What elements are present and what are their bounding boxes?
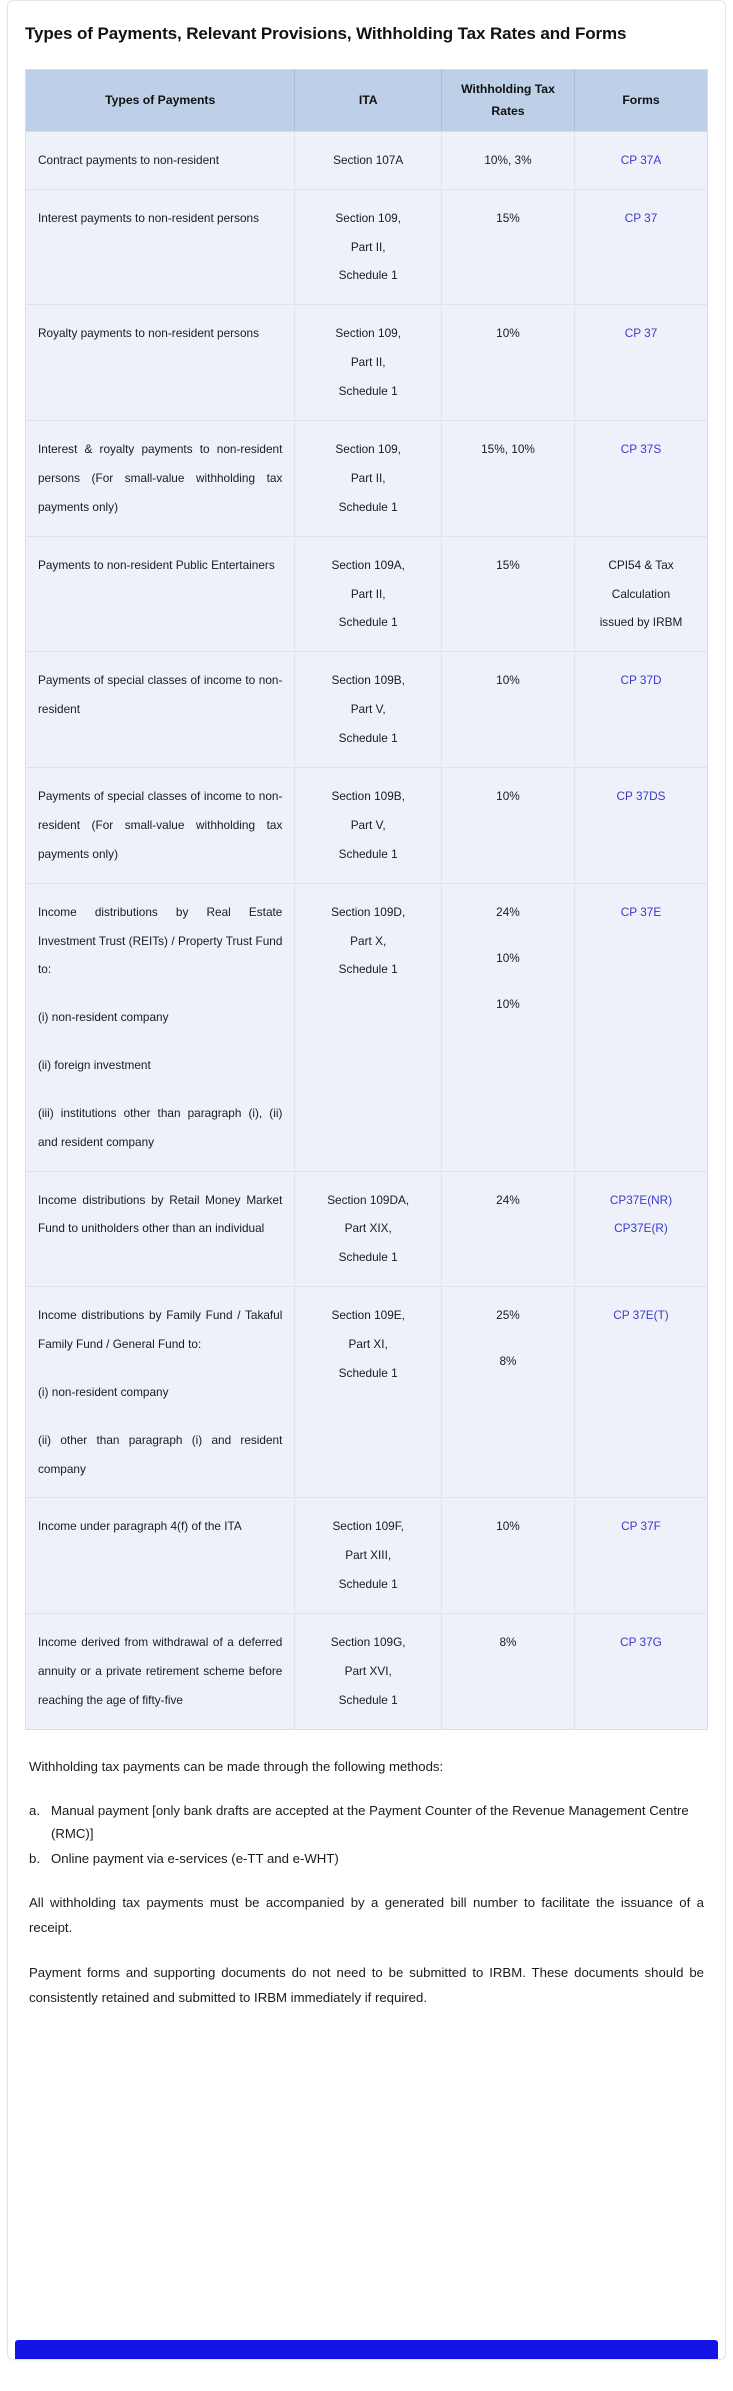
- payment-method-item: [29, 1847, 704, 1870]
- cell-form: [574, 421, 707, 537]
- payment-description-line: (ii) other than paragraph (i) and resident company: [38, 1432, 283, 1476]
- ita-provision-line: Schedule 1: [338, 615, 398, 630]
- cell-withholding-tax-rate: [442, 1614, 575, 1730]
- form-text-line: CPI54 & Tax: [608, 557, 674, 572]
- payment-description-line: Royalty payments to non-resident persons: [38, 326, 259, 341]
- ita-provision-line: Section 109B,: [331, 673, 405, 688]
- form-link-wrapper[interactable]: [587, 204, 695, 233]
- withholding-tax-rate-value: 10%: [496, 789, 520, 804]
- content-card: [7, 0, 726, 2360]
- payment-methods-list: [29, 1799, 704, 1870]
- form-link-wrapper[interactable]: [587, 782, 695, 811]
- payment-description-line: (i) non-resident company: [38, 1010, 169, 1025]
- payment-description-line: Payments of special classes of income to non-resident: [38, 673, 283, 717]
- ita-provision-line: Section 109E,: [331, 1308, 405, 1323]
- cell-ita-provision: [295, 536, 442, 652]
- form-link-wrapper[interactable]: [587, 435, 695, 464]
- form-link[interactable]: CP 37E: [620, 904, 662, 919]
- ita-provision-line: Part II,: [350, 239, 386, 254]
- cell-types-of-payments: [26, 536, 295, 652]
- cell-types-of-payments: [26, 883, 295, 1171]
- form-link[interactable]: CP 37S: [620, 442, 662, 456]
- form-link-wrapper[interactable]: [587, 1214, 695, 1243]
- table-row: [26, 131, 708, 189]
- cell-types-of-payments: [26, 1614, 295, 1730]
- form-link-wrapper[interactable]: [587, 898, 695, 927]
- column-header-rates-line2: Tax Rates: [491, 81, 555, 119]
- withholding-tax-rate-value: 10%: [496, 1519, 520, 1534]
- ita-provision-line: Schedule 1: [338, 731, 398, 746]
- form-link[interactable]: CP 37A: [620, 152, 662, 167]
- ita-provision-line: Section 107A: [333, 152, 404, 167]
- table-header: [26, 69, 708, 131]
- bottom-status-bar[interactable]: [15, 2340, 718, 2359]
- ita-provision-line: Schedule 1: [338, 499, 398, 514]
- cell-ita-provision: [295, 1498, 442, 1614]
- ita-provision-line: Schedule 1: [338, 1577, 398, 1592]
- form-link-wrapper[interactable]: [587, 146, 695, 175]
- column-header-rates-line1: Withholding: [461, 81, 532, 96]
- payment-method-marker: a.: [29, 1802, 40, 1818]
- payment-description-line: Income distributions by Family Fund / Takaful Family Fund / General Fund to:: [38, 1308, 283, 1352]
- withholding-tax-table: [25, 69, 708, 1730]
- column-header-withholding-tax-rates: [442, 69, 575, 131]
- cell-ita-provision: [295, 768, 442, 884]
- notes-intro: Withholding tax payments can be made through the following methods:: [29, 1758, 444, 1774]
- cell-form: [574, 1171, 707, 1287]
- withholding-tax-rate-value: 24%: [496, 904, 520, 919]
- table-header-row: [26, 69, 708, 131]
- form-link[interactable]: CP37E(R): [614, 1221, 668, 1236]
- cell-types-of-payments: [26, 768, 295, 884]
- payment-description-line: Payments of special classes of income to non-resident (For small-value withholding tax payments only): [38, 789, 283, 861]
- cell-ita-provision: [295, 189, 442, 305]
- cell-types-of-payments: [26, 1287, 295, 1498]
- payment-method-marker: b.: [29, 1851, 40, 1867]
- ita-provision-line: Section 109,: [335, 326, 401, 341]
- ita-provision-line: Section 109DA,: [327, 1192, 410, 1207]
- cell-form: [574, 1614, 707, 1730]
- withholding-tax-rate-value: 25%: [496, 1308, 520, 1323]
- form-link-wrapper[interactable]: [587, 1512, 695, 1541]
- cell-withholding-tax-rate: [442, 883, 575, 1171]
- cell-form: [574, 131, 707, 189]
- withholding-tax-rate-value: 15%: [496, 210, 520, 225]
- form-link[interactable]: CP37E(NR): [609, 1192, 673, 1207]
- cell-withholding-tax-rate: [442, 189, 575, 305]
- payment-description-line: Contract payments to non-resident: [38, 152, 219, 167]
- table-row: [26, 421, 708, 537]
- ita-provision-line: Schedule 1: [338, 384, 398, 399]
- cell-withholding-tax-rate: [442, 421, 575, 537]
- form-link[interactable]: CP 37: [624, 210, 658, 225]
- ita-provision-line: Schedule 1: [338, 268, 398, 283]
- withholding-tax-rate-value: 10%: [496, 950, 520, 965]
- cell-form: [574, 536, 707, 652]
- cell-types-of-payments: [26, 421, 295, 537]
- cell-types-of-payments: [26, 652, 295, 768]
- form-link-wrapper[interactable]: [587, 1301, 695, 1330]
- cell-types-of-payments: [26, 1171, 295, 1287]
- cell-ita-provision: [295, 421, 442, 537]
- payment-description-line: Income derived from withdrawal of a deferred annuity or a private retirement scheme before reaching the age of fifty-five: [38, 1635, 283, 1707]
- payment-description-line: (iii) institutions other than paragraph (i), (ii) and resident company: [38, 1105, 283, 1149]
- payment-description-line: Income distributions by Real Estate Investment Trust (REITs) / Property Trust Fund to:: [38, 904, 283, 977]
- cell-withholding-tax-rate: [442, 131, 575, 189]
- ita-provision-line: Part XIII,: [345, 1548, 392, 1563]
- table-row: [26, 1614, 708, 1730]
- column-header-forms: Forms: [574, 69, 707, 131]
- cell-types-of-payments: [26, 305, 295, 421]
- form-link[interactable]: CP 37F: [621, 1519, 661, 1534]
- form-link-wrapper[interactable]: [587, 666, 695, 695]
- table-row: [26, 883, 708, 1171]
- payment-description-line: (ii) foreign investment: [38, 1058, 151, 1072]
- form-link[interactable]: CP 37E(T): [613, 1308, 669, 1323]
- ita-provision-line: Part II,: [350, 586, 386, 601]
- column-header-types-of-payments: Types of Payments: [26, 69, 295, 131]
- cell-form: [574, 652, 707, 768]
- form-link-wrapper[interactable]: [587, 1628, 695, 1657]
- ita-provision-line: Schedule 1: [338, 962, 398, 977]
- form-text-line: issued by IRBM: [599, 615, 683, 630]
- withholding-tax-rate-value: 10%: [496, 673, 520, 688]
- cell-form: [574, 189, 707, 305]
- table-row: [26, 536, 708, 652]
- payment-description-line: Income distributions by Retail Money Market Fund to unitholders other than an individual: [38, 1192, 283, 1236]
- table-row: [26, 1498, 708, 1614]
- cell-withholding-tax-rate: [442, 652, 575, 768]
- payment-description-line: Interest payments to non-resident persons: [38, 210, 259, 225]
- cell-types-of-payments: [26, 189, 295, 305]
- ita-provision-line: Part V,: [350, 817, 386, 832]
- ita-provision-line: Section 109A,: [331, 557, 405, 572]
- withholding-tax-rate-value: 15%, 10%: [481, 442, 535, 456]
- form-link[interactable]: CP 37: [624, 326, 658, 341]
- cell-form: [574, 305, 707, 421]
- payment-description-line: Payments to non-resident Public Entertainers: [38, 557, 275, 572]
- form-link[interactable]: CP 37D: [620, 673, 662, 688]
- notes-section: [25, 1754, 708, 2011]
- cell-ita-provision: [295, 1171, 442, 1287]
- cell-ita-provision: [295, 1287, 442, 1498]
- ita-provision-line: Part II,: [350, 355, 386, 370]
- cell-withholding-tax-rate: [442, 1498, 575, 1614]
- ita-provision-line: Schedule 1: [338, 1366, 398, 1380]
- table-row: [26, 189, 708, 305]
- cell-form: [574, 768, 707, 884]
- ita-provision-line: Section 109F,: [332, 1519, 404, 1534]
- table-row: [26, 1287, 708, 1498]
- cell-ita-provision: [295, 883, 442, 1171]
- page-title: Types of Payments, Relevant Provisions, Withholding Tax Rates and Forms: [25, 24, 627, 43]
- withholding-tax-rate-value: 10%: [496, 326, 520, 341]
- cell-withholding-tax-rate: [442, 1171, 575, 1287]
- payment-description-line: Income under paragraph 4(f) of the ITA: [38, 1519, 242, 1534]
- ita-provision-line: Part XI,: [348, 1337, 388, 1352]
- payment-method-text: Manual payment [only bank drafts are accepted at the Payment Counter of the Revenue Management Centre (RMC)]: [51, 1802, 689, 1841]
- withholding-tax-rate-value: 10%: [496, 996, 520, 1011]
- cell-withholding-tax-rate: [442, 1287, 575, 1498]
- ita-provision-line: Schedule 1: [338, 1250, 398, 1265]
- withholding-tax-rate-value: 24%: [496, 1192, 520, 1207]
- notes-paragraph-bill-number: All withholding tax payments must be accompanied by a generated bill number to facilitate the issuance of a receipt.: [29, 1895, 704, 1936]
- cell-types-of-payments: [26, 1498, 295, 1614]
- payment-method-item: [29, 1799, 704, 1845]
- form-text-line: Calculation: [611, 586, 671, 601]
- table-body: [26, 131, 708, 1729]
- cell-ita-provision: [295, 652, 442, 768]
- form-link[interactable]: CP 37G: [620, 1635, 662, 1650]
- ita-provision-line: Part II,: [350, 470, 386, 485]
- cell-ita-provision: [295, 131, 442, 189]
- cell-withholding-tax-rate: [442, 768, 575, 884]
- ita-provision-line: Section 109,: [335, 442, 401, 456]
- table-row: [26, 768, 708, 884]
- payment-description-line: Interest & royalty payments to non-resident persons (For small-value withholding tax payments only): [38, 442, 283, 514]
- bottom-status-bar-label: [15, 2340, 718, 2351]
- cell-withholding-tax-rate: [442, 305, 575, 421]
- cell-ita-provision: [295, 305, 442, 421]
- cell-form: [574, 1287, 707, 1498]
- ita-provision-line: Section 109B,: [331, 789, 405, 804]
- withholding-tax-rate-value: 8%: [499, 1354, 517, 1369]
- cell-form: [574, 1498, 707, 1614]
- table-row: [26, 305, 708, 421]
- cell-types-of-payments: [26, 131, 295, 189]
- table-row: [26, 1171, 708, 1287]
- ita-provision-line: Part V,: [350, 702, 386, 717]
- payment-description-line: (i) non-resident company: [38, 1384, 169, 1399]
- form-link-wrapper[interactable]: [587, 319, 695, 348]
- ita-provision-line: Section 109D,: [331, 904, 406, 919]
- cell-withholding-tax-rate: [442, 536, 575, 652]
- ita-provision-line: Schedule 1: [338, 846, 398, 861]
- ita-provision-line: Schedule 1: [338, 1692, 398, 1707]
- ita-provision-line: Section 109,: [335, 210, 401, 225]
- table-row: [26, 652, 708, 768]
- payment-method-text: Online payment via e-services (e-TT and e-WHT): [51, 1851, 339, 1867]
- form-link-wrapper[interactable]: [587, 1186, 695, 1215]
- cell-form: [574, 883, 707, 1171]
- cell-ita-provision: [295, 1614, 442, 1730]
- notes-paragraph-documents: Payment forms and supporting documents do not need to be submitted to IRBM. These documents should be consistently retained and submitted to IRBM immediately if required.: [29, 1965, 704, 2006]
- ita-provision-line: Section 109G,: [330, 1635, 406, 1650]
- withholding-tax-rate-value: 10%, 3%: [484, 152, 532, 167]
- ita-provision-line: Part XIX,: [344, 1221, 392, 1236]
- column-header-ita: ITA: [295, 69, 442, 131]
- withholding-tax-rate-value: 15%: [496, 557, 520, 572]
- ita-provision-line: Part XVI,: [344, 1663, 392, 1678]
- ita-provision-line: Part X,: [350, 933, 387, 948]
- form-link[interactable]: CP 37DS: [616, 789, 666, 804]
- withholding-tax-rate-value: 8%: [499, 1635, 517, 1650]
